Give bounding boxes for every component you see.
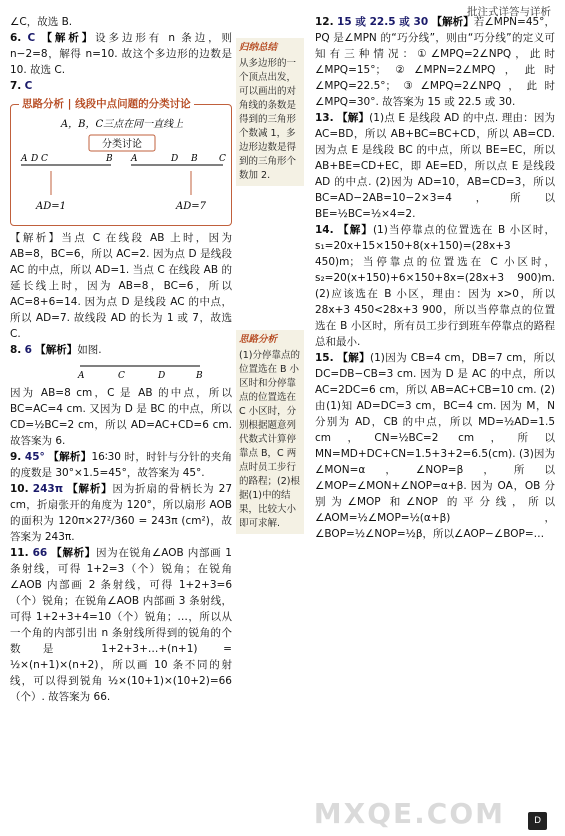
l-label-a: A (21, 154, 28, 164)
page-header: 批注式详答与详析 (467, 6, 551, 18)
l-label-d: D (31, 154, 39, 164)
right-result: AD=7 (176, 201, 206, 212)
page-footer: D (528, 812, 547, 830)
analysis-box (10, 98, 232, 226)
q8-diagram (10, 358, 232, 380)
left-column (10, 14, 232, 705)
box-title: 思路分析 | 线段中点问题的分类讨论 (19, 96, 194, 112)
q8-solution: 因为 AB=8 cm，C 是 AB 的中点，所以 BC=AC=4 cm. 又因为 D 是 BC 的中点，所以 CD=½BC=2 cm，所以 AD=AC+CD=6 cm. 故答案为 6. (10, 387, 232, 447)
q15: 15. 【解】(1)因为 CB=4 cm，DB=7 cm，所以 DC=DB−CB=3 cm. 因为 D 是 AC 的中点，所以 AC=2DC=6 cm，所以 AB=AC+CB=10 cm. (2)由(1)知 AD=DC=3 cm，BC=4 cm. 因为 M，N 分别为 AD，CB 的中点，所以 MD=½AD=1.5 cm，CN=½BC=2 cm，所以 MN=MD+DC+CN=1.5+3+2=6.5(cm). (3)因为∠MON=α，∠NOP=β，所以∠MOP=∠MON+∠NOP=α+β. 因为 OA，OB 分别为∠MOP 和∠NOP 的平分线，所以∠AOM=½∠MOP=½(α+β)，∠BOP=½∠NOP=½β，所以∠AOP−∠BOP=… (315, 352, 556, 540)
q12: 12. 15 或 22.5 或 30 【解析】若∠MPN=45°，PQ 是∠MPN 的“巧分线”，则由“巧分线”的定义可知有三种情况：①∠MPQ=2∠NPQ，此时∠MPQ=15°；②∠MPN=2∠MPQ，此时∠MPQ=22.5°；③∠MPQ=2∠NPQ，此时∠MPQ=30°. 故答案为 15 或 22.5 或 30. (315, 16, 555, 108)
box-subtitle: A，B，C三点在同一直线上 (60, 119, 184, 130)
q6: 6. C 【解析】设多边形有 n 条边，则 n−2=8，解得 n=10. 故这个多边形的边数是 10. 故选 C. (10, 32, 233, 76)
svg-text:C: C (118, 371, 125, 380)
svg-text:D: D (158, 371, 166, 380)
q11: 11. 66 【解析】因为在锐角∠AOB 内部画 1 条射线，可得 1+2=3（个）锐角；在锐角∠AOB 内部画 2 条射线，可得 1+2+3=6（个）锐角；在锐角∠AOB 内部画 3 条射线，可得 1+2+3+4=10（个）锐角；…，所以从一个角的内部引出 n 条射线所得到的锐角的个数是 1+2+3+…+(n+1) = ½×(n+1)×(n+2)，所以画 10 条不同的射线，可以得到锐角 ½×(10+1)×(10+2)=66（个）. 故答案为 66. (10, 547, 232, 703)
l-label-b: B (106, 154, 113, 164)
q8: 8. 6 【解析】如图. (10, 344, 102, 356)
analysis-note: 思路分析 (1)分停靠点的位置选在 B 小区时和分停靠点的位置选在 C 小区时，分别根据题意列代数式计算停靠点 B，C 两点时员工步行的路程；(2)根据(1)中的结果，比较大小即可求解. (236, 330, 304, 534)
q10: 10. 243π 【解析】因为折扇的骨柄长为 27 cm，折扇张开的角度为 120°，所以扇形 AOB 的面积为 120π×27²/360 = 243π (cm²)，故答案为 243π. (10, 483, 233, 543)
summary-note: 归纳总结 从多边形的一个顶点出发，可以画出的对角线的条数是得到的三角形个数减 1，多边形边数是得到的三角形个数加 2. (236, 38, 304, 186)
watermark: MXQE.COM (313, 797, 505, 830)
l-label-c: C (41, 154, 48, 164)
right-column (315, 14, 555, 542)
r-label-d: D (171, 154, 179, 164)
left-result: AD=1 (36, 201, 66, 212)
q5-tail: ∠C，故选 B. (10, 16, 73, 28)
q14: 14. 【解】(1)当停靠点的位置选在 B 小区时，s₁=20x+15×150+8(x+150)=(28x+3 450)m；当停靠点的位置选在 C 小区时，s₂=20(x+150)+6×150+8x=(28x+3 900)m. (2)应该选在 B 小区，理由：因为 x>0，所以 28x+3 450<28x+3 900，所以当停靠点的位置选在 B 小区时，所有员工步行到班车停靠点的路程总和最小. (315, 224, 556, 348)
box-branch: 分类讨论 (102, 139, 142, 150)
r-label-c: C (219, 154, 226, 164)
svg-text:B: B (196, 371, 203, 380)
r-label-a: A (131, 154, 138, 164)
q7-solution: 【解析】当点 C 在线段 AB 上时，因为 AB=8，BC=6，所以 AC=2. 因为点 D 是线段 AC 的中点，所以 AD=1. 当点 C 在线段 AB 的延长线上时，因为 AB=8，BC=6，所以 AC=8+6=14. 因为点 D 是线段 AC 的中点，所以 AD=7. 故线段 AD 的长为 1 或 7，故选 C. (10, 232, 232, 340)
q13: 13. 【解】(1)点 E 是线段 AD 的中点. 理由：因为 AC=BD，所以 AB+BC=BC+CD，所以 AB=CD. 因为点 E 是线段 BC 的中点，所以 BE=EC，所以 AB+BE=CD+EC，即 AE=ED，所以点 E 是线段 AD 的中点. (2)因为 AD=10，AB=CD=3，所以 BC=AD−2AB=10−2×3=4，所以 BE=½BC=½×4=2. (315, 112, 555, 220)
svg-text:A: A (78, 371, 85, 380)
q9: 9. 45° 【解析】16∶30 时，时针与分针的夹角的度数是 30°×1.5=45°，故答案为 45°. (10, 451, 232, 479)
q7-head: 7. C (10, 80, 33, 92)
analysis-diagram (11, 105, 233, 223)
r-label-b: B (191, 154, 198, 164)
